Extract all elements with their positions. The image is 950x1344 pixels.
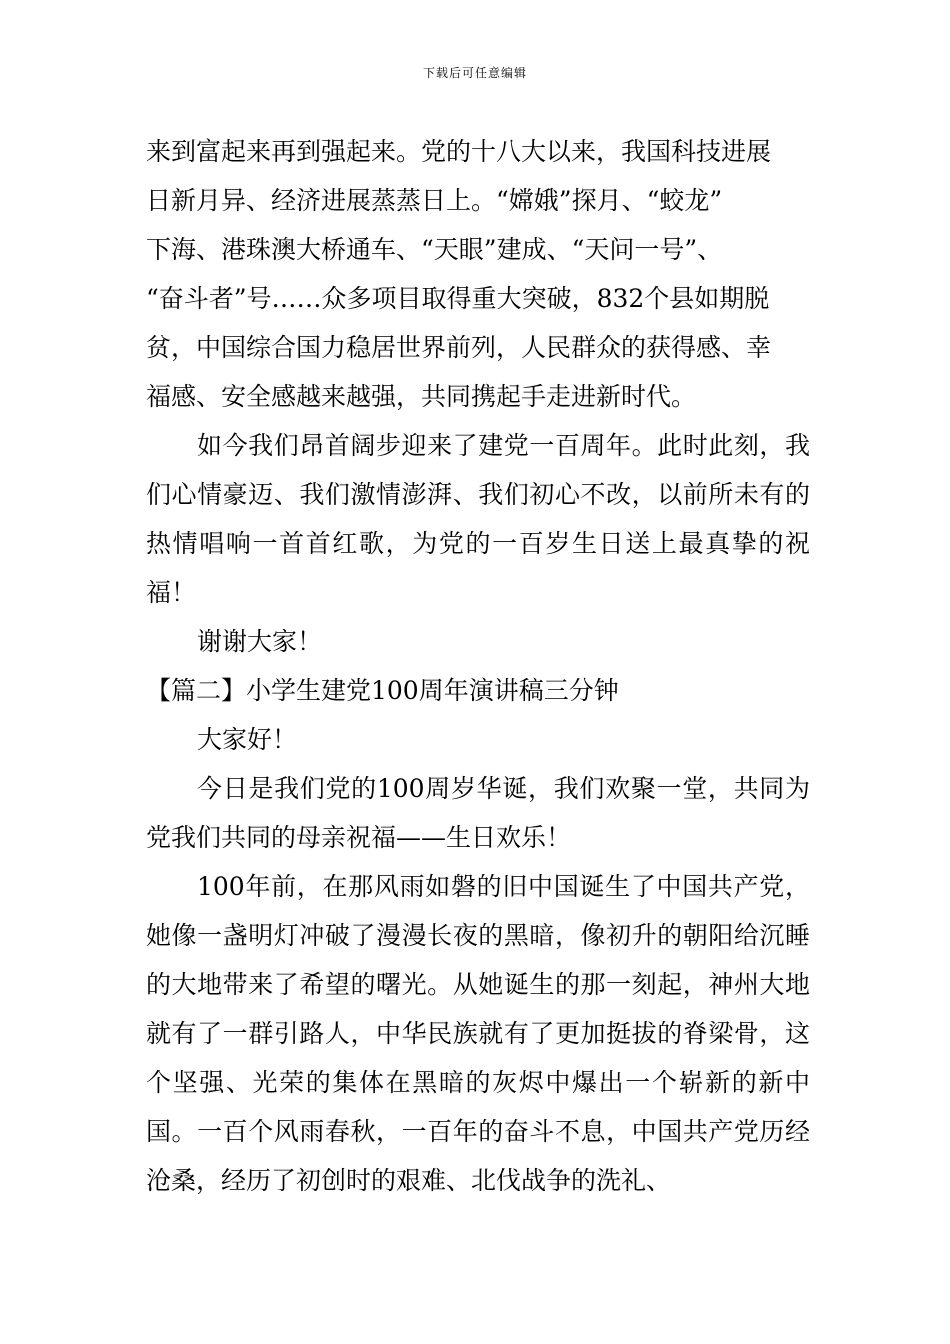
text-line: 下海、港珠澳大桥通车、“天眼”建成、“天问一号”、 bbox=[146, 235, 723, 264]
document-body bbox=[146, 127, 810, 1205]
paragraph-birthday: 今日是我们党的100周岁华诞，我们欢聚一堂，共同为党我们共同的母亲祝福——生日欢乐！ bbox=[146, 774, 810, 852]
page-header-note: 下载后可任意编辑 bbox=[422, 66, 527, 80]
paragraph-centennial: 如今我们昂首阔步迎来了建党一百周年。此时此刻，我们心情豪迈、我们激情澎湃、我们初心不改，以前所未有的热情唱响一首首红歌，为党的一百岁生日送上最真挚的祝福！ bbox=[146, 431, 810, 607]
text-line: 贫，中国综合国力稳居世界前列，人民群众的获得感、幸 bbox=[146, 333, 772, 362]
paragraph-history: 100年前，在那风雨如磐的旧中国诞生了中国共产党，她像一盏明灯冲破了漫漫长夜的黑暗，像初升的朝阳给沉睡的大地带来了希望的曙光。从她诞生的那一刻起，神州大地就有了一群引路人，中华民族就有了更加挺拔的脊梁骨，这个坚强、光荣的集体在黑暗的灰烬中爆出一个崭新的新中国。一百个风雨春秋，一百年的奋斗不息，中国共产党历经沧桑，经历了初创时的艰难、北伐战争的洗礼、 bbox=[146, 872, 810, 1195]
text-line: 福感、安全感越来越强，共同携起手走进新时代。 bbox=[146, 382, 697, 411]
paragraph-greeting: 大家好！ bbox=[197, 725, 298, 754]
text-line: “奋斗者”号……众多项目取得重大突破，832个县如期脱 bbox=[146, 284, 770, 313]
section-title: 【篇二】小学生建党100周年演讲稿三分钟 bbox=[146, 676, 619, 705]
paragraph-thanks: 谢谢大家！ bbox=[197, 627, 323, 656]
paragraph-continued bbox=[146, 127, 810, 421]
text-line: 日新月异、经济进展蒸蒸日上。“嫦娥”探月、“蛟龙” bbox=[146, 186, 723, 215]
text-line: 来到富起来再到强起来。党的十八大以来，我国科技进展 bbox=[146, 137, 772, 166]
